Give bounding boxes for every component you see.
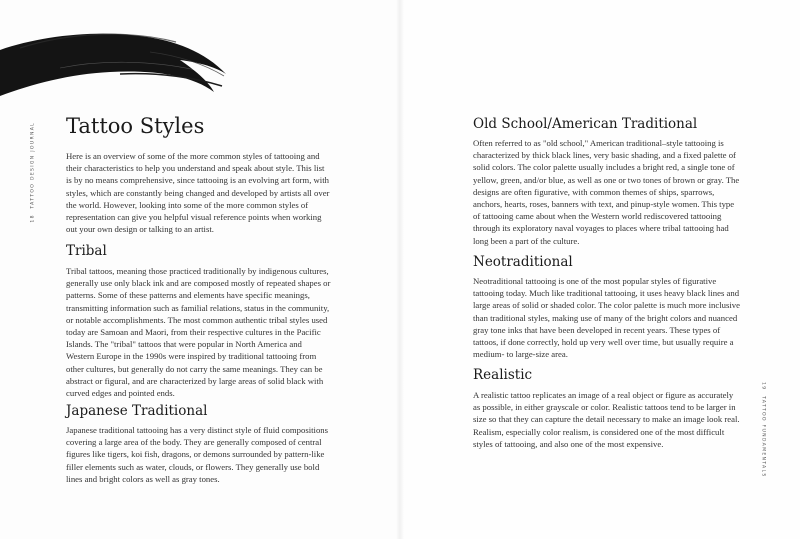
book-gutter bbox=[396, 0, 404, 539]
realistic-paragraph: A realistic tattoo replicates an image of a real object or figure as accurately as possible, in either grayscale or color. Realistic tattoos tend to be larger in size so that they can capture the detail necessary to make an image look real. Realism, especially color realism, is considered one of the most difficult styles of tattooing, and also one of the most expensive. bbox=[473, 390, 740, 449]
japanese-traditional-paragraph: Japanese traditional tattooing has a very distinct style of fluid compositions covering a large area of the body. They are generally composed of central figures like tigers, koi fish, dragons, or demons surrounded by pattern-like filler elements such as water, clouds, or flowers. They generally use bold lines and bright colors as well as gray tones. bbox=[66, 425, 329, 484]
left-running-head bbox=[29, 122, 38, 223]
right-running-head bbox=[758, 382, 767, 478]
left-side-label: TATTOO DESIGN JOURNAL bbox=[30, 122, 36, 209]
tribal-heading: Tribal bbox=[66, 243, 107, 259]
tribal-paragraph: Tribal tattoos, meaning those practiced traditionally by indigenous cultures, generally use only black ink and are composed mostly of repeated shapes or patterns. Some of these patterns and elements have specific meanings, transmitting information such as familial relations, status in the community, or notable accomplishments. The most common authentic tribal styles used today are Samoan and Maori, from their respective cultures in the Pacific Islands. The "tribal" tattoos that were popular in North America and Western Europe in the 1990s were inspired by traditional tattooing from other cultures, but generally do not carry the same meanings. They can be abstract or figural, and are characterized by large areas of solid black with curved edges and pointed ends. bbox=[66, 266, 331, 399]
old-school-heading: Old School/American Traditional bbox=[473, 116, 698, 132]
brush-stroke-decoration bbox=[0, 22, 230, 102]
right-page bbox=[400, 0, 800, 539]
page-title: Tattoo Styles bbox=[66, 114, 205, 138]
neotraditional-heading: Neotraditional bbox=[473, 254, 573, 270]
japanese-traditional-heading: Japanese Traditional bbox=[66, 403, 208, 419]
neotraditional-paragraph: Neotraditional tattooing is one of the most popular styles of figurative tattooing today. Much like traditional tattooing, it uses heavy black lines and large areas of solid or shaded color. The color palette is much more inclusive than traditional styles, making use of many of the bright colors and nuanced gray tone inks that have been developed in recent years. These types of tattoos, if done correctly, hold up very well over time, but usually require a medium- to large-size area. bbox=[473, 276, 740, 360]
right-side-label: TATTOO FUNDAMENTALS bbox=[760, 395, 766, 478]
realistic-heading: Realistic bbox=[473, 367, 533, 383]
left-page-number: 18 bbox=[30, 214, 36, 223]
right-page-number: 19 bbox=[760, 382, 766, 391]
old-school-paragraph: Often referred to as "old school," American traditional–style tattooing is characterized by thick black lines, very basic shading, and a fixed palette of solid colors. The color palette usually includes a bright red, a single tone of yellow, green, and/or blue, as well as one or two tones of brown or gray. The designs are often figurative, with common themes of ships, sparrows, anchors, hearts, roses, banners with text, and pinup-style women. This type of tattooing came about when the Western world rediscovered tattooing through its exploratory naval voyages to places where tribal tattooing had long been a part of the culture. bbox=[473, 138, 740, 246]
intro-paragraph: Here is an overview of some of the more common styles of tattooing and their characteristics to help you understand and speak about style. This list is by no means comprehensive, since tattooing is an evolving art form, with styles, which are constantly being changed and developed by artists all over the world. However, looking into some of the more common styles of representation can give you helpful visual reference points when working out your own design or talking to an artist. bbox=[66, 151, 330, 235]
